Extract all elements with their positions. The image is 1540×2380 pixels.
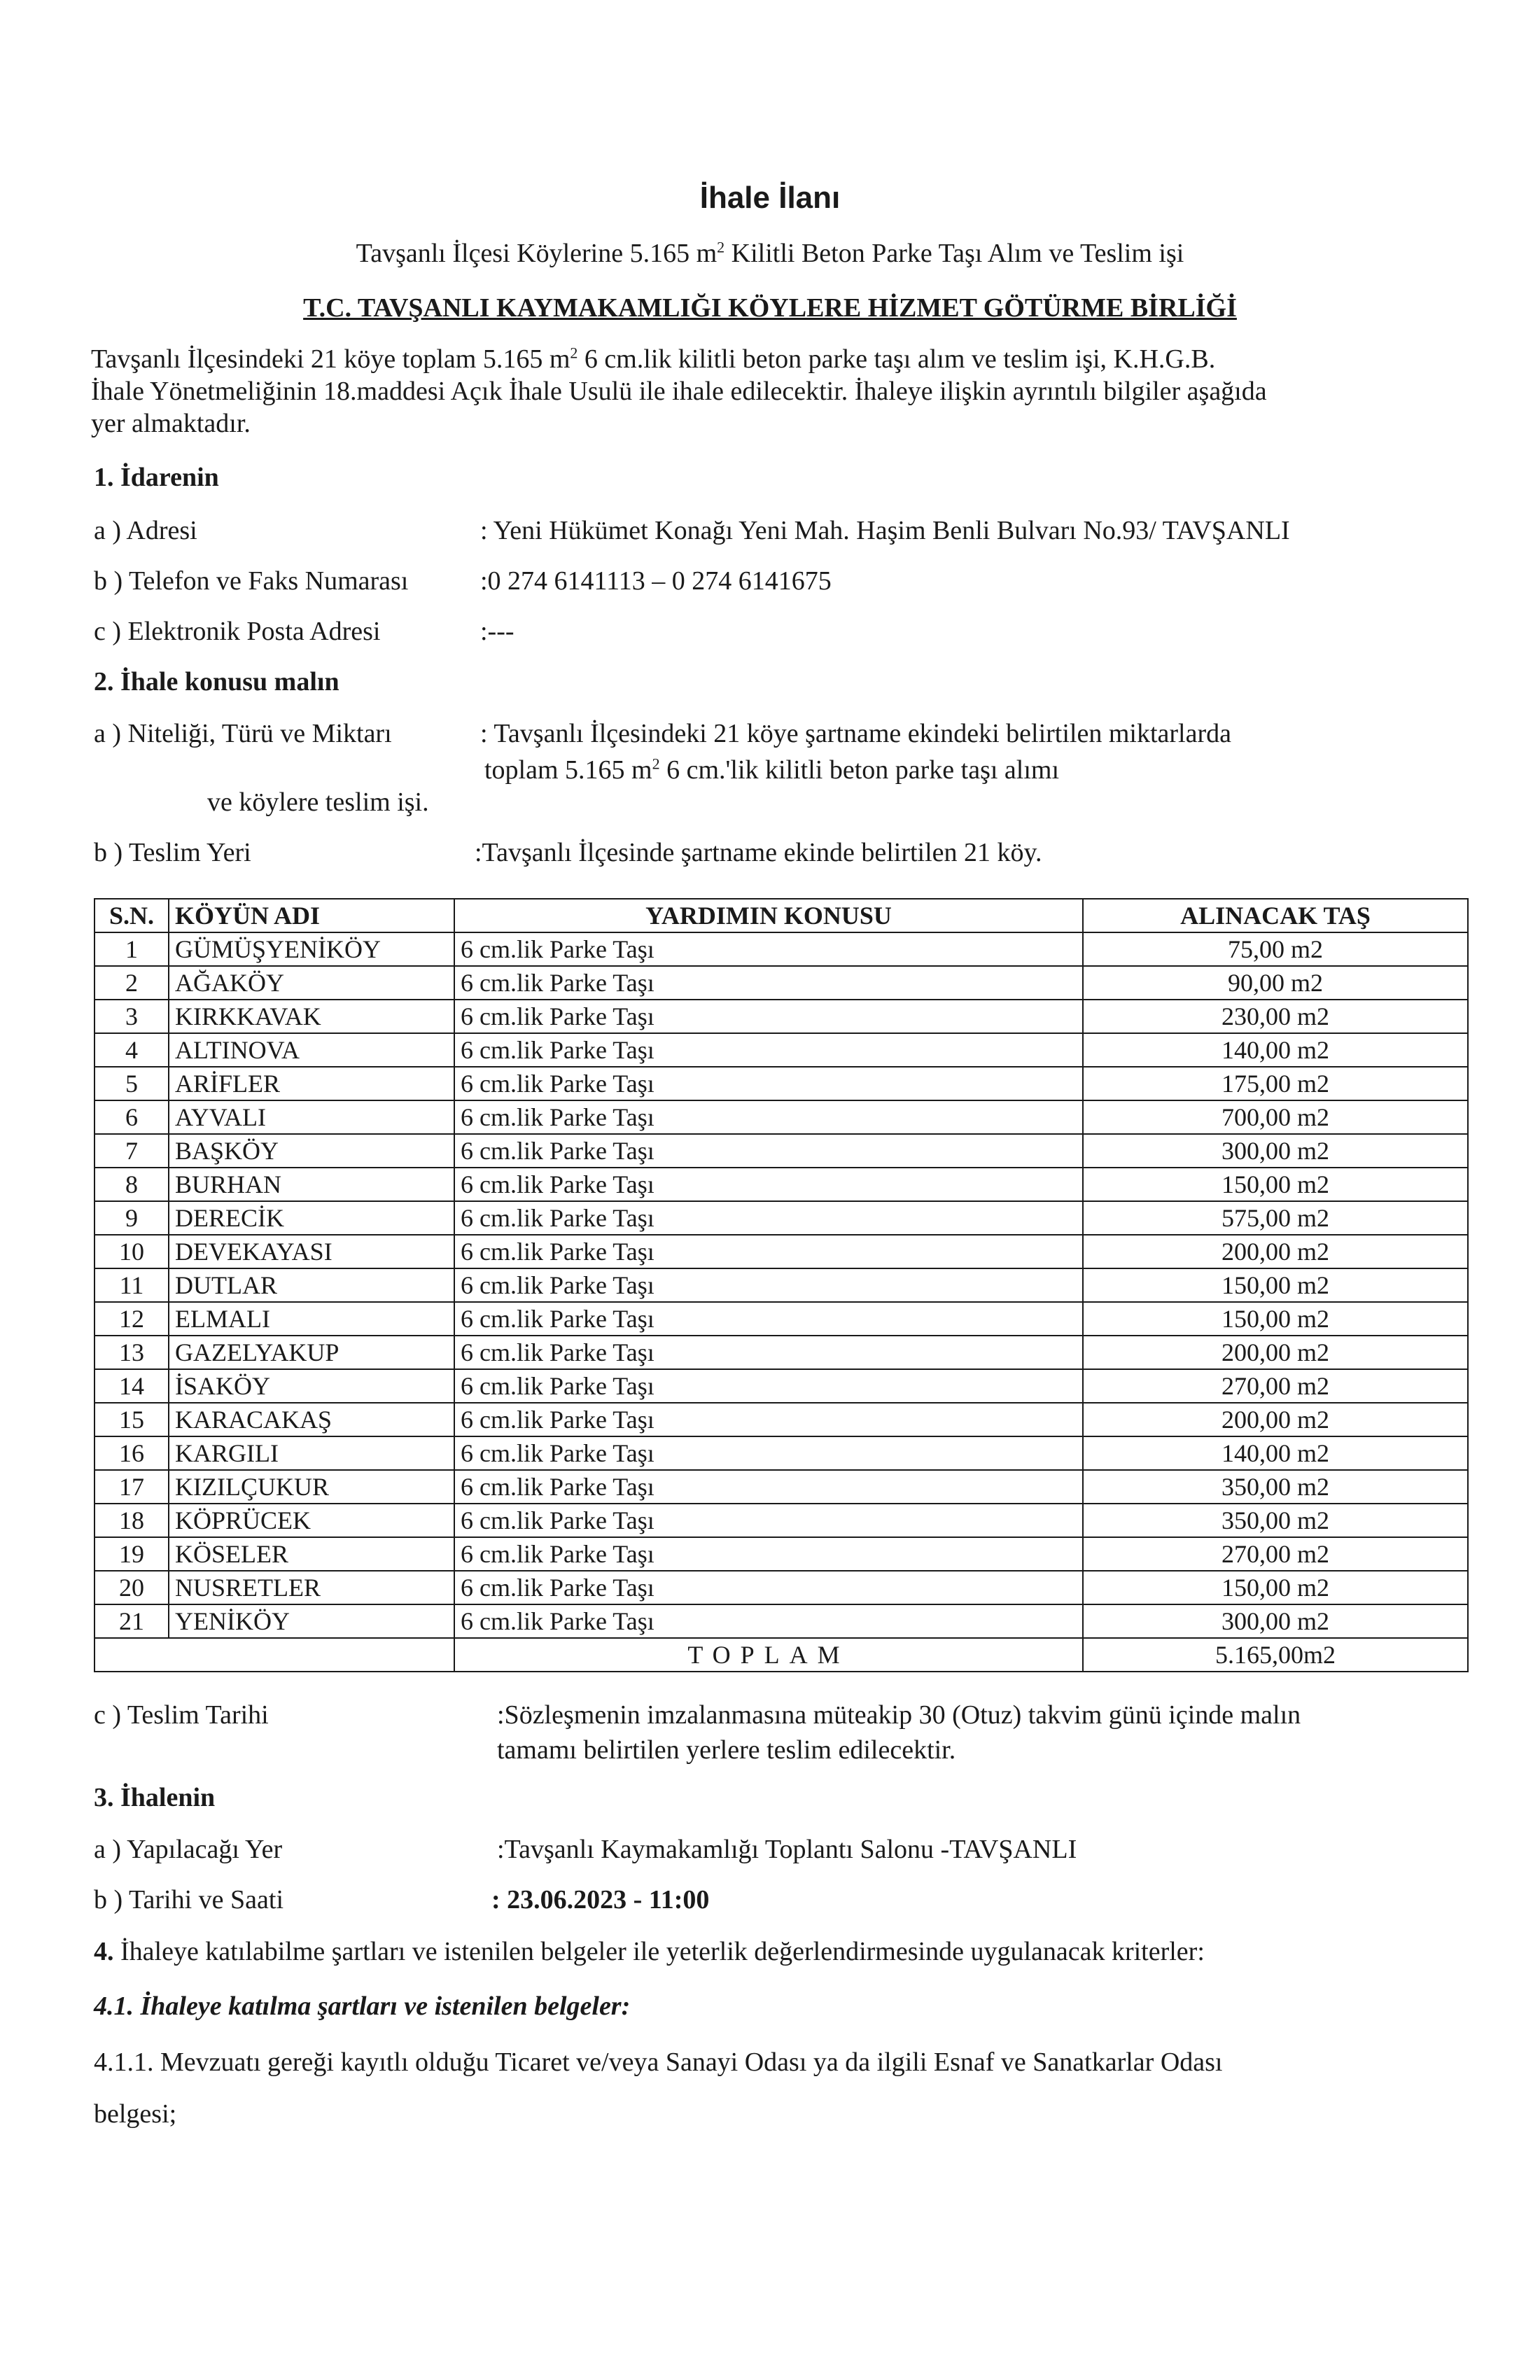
table-row bbox=[94, 1537, 1468, 1571]
row-sn: 13 bbox=[94, 1336, 169, 1369]
subtitle-text-pre: Tavşanlı İlçesi Köylerine 5.165 m bbox=[356, 239, 718, 268]
row-amount: 150,00 m2 bbox=[1083, 1268, 1468, 1302]
row-village: İSAKÖY bbox=[169, 1369, 454, 1403]
table-row bbox=[94, 1302, 1468, 1336]
section-1-heading: 1. İdarenin bbox=[94, 463, 219, 492]
row-village: ARİFLER bbox=[169, 1067, 454, 1100]
row-village: KÖPRÜCEK bbox=[169, 1504, 454, 1537]
section-4-1-1-line-2: belgesi; bbox=[94, 2099, 177, 2129]
row-sn: 8 bbox=[94, 1168, 169, 1201]
intro-line-1 bbox=[91, 343, 1456, 375]
row-sn: 1 bbox=[94, 932, 169, 966]
row-sn: 18 bbox=[94, 1504, 169, 1537]
row-amount: 700,00 m2 bbox=[1083, 1100, 1468, 1134]
row-sn: 16 bbox=[94, 1436, 169, 1470]
section-2-a-value-2-pre: toplam 5.165 m bbox=[484, 755, 652, 785]
subtitle bbox=[0, 238, 1540, 269]
section-2-c-value-2: tamamı belirtilen yerlere teslim edilecektir. bbox=[497, 1735, 956, 1765]
row-village: GAZELYAKUP bbox=[169, 1336, 454, 1369]
intro-paragraph bbox=[91, 343, 1456, 440]
row-amount: 200,00 m2 bbox=[1083, 1403, 1468, 1436]
row-amount: 575,00 m2 bbox=[1083, 1201, 1468, 1235]
row-subject: 6 cm.lik Parke Taşı bbox=[454, 1235, 1083, 1268]
row-village: ELMALI bbox=[169, 1302, 454, 1336]
section-3-heading: 3. İhalenin bbox=[94, 1783, 216, 1812]
table-total-row bbox=[94, 1638, 1468, 1672]
row-subject: 6 cm.lik Parke Taşı bbox=[454, 1403, 1083, 1436]
section-1-b-label: b ) Telefon ve Faks Numarası bbox=[94, 566, 409, 596]
row-sn: 14 bbox=[94, 1369, 169, 1403]
row-village: AĞAKÖY bbox=[169, 966, 454, 1000]
row-amount: 150,00 m2 bbox=[1083, 1168, 1468, 1201]
row-subject: 6 cm.lik Parke Taşı bbox=[454, 966, 1083, 1000]
table-row bbox=[94, 1100, 1468, 1134]
row-subject: 6 cm.lik Parke Taşı bbox=[454, 1537, 1083, 1571]
row-amount: 230,00 m2 bbox=[1083, 1000, 1468, 1033]
section-1-a-label: a ) Adresi bbox=[94, 516, 197, 545]
village-table bbox=[94, 898, 1469, 1672]
intro-line-3: yer almaktadır. bbox=[91, 409, 251, 438]
row-subject: 6 cm.lik Parke Taşı bbox=[454, 1000, 1083, 1033]
table-row bbox=[94, 1235, 1468, 1268]
row-amount: 200,00 m2 bbox=[1083, 1336, 1468, 1369]
intro-line-1-post: 6 cm.lik kilitli beton parke taşı alım ve teslim işi, K.H.G.B. bbox=[578, 344, 1216, 374]
section-2-a-value-2-sup: 2 bbox=[652, 755, 660, 773]
row-subject: 6 cm.lik Parke Taşı bbox=[454, 1168, 1083, 1201]
section-1-c-label: c ) Elektronik Posta Adresi bbox=[94, 617, 381, 646]
total-empty-cell bbox=[94, 1638, 454, 1672]
row-subject: 6 cm.lik Parke Taşı bbox=[454, 1571, 1083, 1604]
table-row bbox=[94, 1336, 1468, 1369]
header-amount: ALINACAK TAŞ bbox=[1083, 899, 1468, 932]
table-body bbox=[94, 932, 1468, 1638]
row-subject: 6 cm.lik Parke Taşı bbox=[454, 1436, 1083, 1470]
row-subject: 6 cm.lik Parke Taşı bbox=[454, 1134, 1083, 1168]
organization-name-text: T.C. TAVŞANLI KAYMAKAMLIĞI KÖYLERE HİZMET GÖTÜRME BİRLİĞİ bbox=[303, 293, 1237, 323]
section-2-b-label: b ) Teslim Yeri bbox=[94, 838, 251, 867]
section-3-b-value: : 23.06.2023 - 11:00 bbox=[491, 1885, 710, 1914]
row-village: DERECİK bbox=[169, 1201, 454, 1235]
section-4-line bbox=[94, 1936, 1205, 1967]
section-1-a-value: : Yeni Hükümet Konağı Yeni Mah. Haşim Benli Bulvarı No.93/ TAVŞANLI bbox=[480, 516, 1290, 545]
subtitle-text-post: Kilitli Beton Parke Taşı Alım ve Teslim işi bbox=[724, 239, 1184, 268]
table-row bbox=[94, 1067, 1468, 1100]
row-village: KARACAKAŞ bbox=[169, 1403, 454, 1436]
section-2-c-value-1: :Sözleşmenin imzalanmasına müteakip 30 (Otuz) takvim günü içinde malın bbox=[497, 1700, 1301, 1730]
row-amount: 200,00 m2 bbox=[1083, 1235, 1468, 1268]
table-row bbox=[94, 966, 1468, 1000]
section-2-a-value-2-post: 6 cm.'lik kilitli beton parke taşı alımı bbox=[659, 755, 1060, 785]
row-sn: 3 bbox=[94, 1000, 169, 1033]
section-2-b-value: :Tavşanlı İlçesinde şartname ekinde belirtilen 21 köy. bbox=[475, 838, 1042, 867]
section-1-b-value: :0 274 6141113 – 0 274 6141675 bbox=[480, 566, 832, 596]
section-4-number: 4. bbox=[94, 1937, 114, 1966]
table-row bbox=[94, 1134, 1468, 1168]
row-village: ALTINOVA bbox=[169, 1033, 454, 1067]
section-2-a-value-2 bbox=[484, 755, 1059, 785]
row-amount: 300,00 m2 bbox=[1083, 1134, 1468, 1168]
row-amount: 150,00 m2 bbox=[1083, 1302, 1468, 1336]
row-subject: 6 cm.lik Parke Taşı bbox=[454, 1302, 1083, 1336]
total-value: 5.165,00m2 bbox=[1083, 1638, 1468, 1672]
section-2-c-label: c ) Teslim Tarihi bbox=[94, 1700, 269, 1730]
row-village: NUSRETLER bbox=[169, 1571, 454, 1604]
table-row bbox=[94, 1000, 1468, 1033]
row-sn: 6 bbox=[94, 1100, 169, 1134]
row-sn: 20 bbox=[94, 1571, 169, 1604]
table-row bbox=[94, 1504, 1468, 1537]
header-subject: YARDIMIN KONUSU bbox=[454, 899, 1083, 932]
row-subject: 6 cm.lik Parke Taşı bbox=[454, 1470, 1083, 1504]
table-row bbox=[94, 1604, 1468, 1638]
row-subject: 6 cm.lik Parke Taşı bbox=[454, 1268, 1083, 1302]
row-village: KÖSELER bbox=[169, 1537, 454, 1571]
row-amount: 350,00 m2 bbox=[1083, 1470, 1468, 1504]
row-amount: 270,00 m2 bbox=[1083, 1369, 1468, 1403]
row-village: AYVALI bbox=[169, 1100, 454, 1134]
row-village: BAŞKÖY bbox=[169, 1134, 454, 1168]
row-subject: 6 cm.lik Parke Taşı bbox=[454, 1067, 1083, 1100]
section-3-b-label: b ) Tarihi ve Saati bbox=[94, 1885, 284, 1914]
table-header-row bbox=[94, 899, 1468, 932]
row-amount: 140,00 m2 bbox=[1083, 1436, 1468, 1470]
header-sn: S.N. bbox=[94, 899, 169, 932]
row-sn: 7 bbox=[94, 1134, 169, 1168]
intro-line-1-pre: Tavşanlı İlçesindeki 21 köye toplam 5.165 m bbox=[91, 344, 570, 374]
row-subject: 6 cm.lik Parke Taşı bbox=[454, 1604, 1083, 1638]
table-row bbox=[94, 1403, 1468, 1436]
section-3-a-label: a ) Yapılacağı Yer bbox=[94, 1835, 283, 1864]
row-subject: 6 cm.lik Parke Taşı bbox=[454, 1504, 1083, 1537]
row-subject: 6 cm.lik Parke Taşı bbox=[454, 1369, 1083, 1403]
section-2-heading: 2. İhale konusu malın bbox=[94, 667, 340, 696]
row-sn: 17 bbox=[94, 1470, 169, 1504]
row-village: BURHAN bbox=[169, 1168, 454, 1201]
table-row bbox=[94, 1168, 1468, 1201]
row-village: YENİKÖY bbox=[169, 1604, 454, 1638]
section-4-1-heading: 4.1. İhaleye katılma şartları ve istenilen belgeler: bbox=[94, 1991, 631, 2021]
row-sn: 11 bbox=[94, 1268, 169, 1302]
table-row bbox=[94, 1201, 1468, 1235]
row-village: KARGILI bbox=[169, 1436, 454, 1470]
row-amount: 150,00 m2 bbox=[1083, 1571, 1468, 1604]
row-sn: 19 bbox=[94, 1537, 169, 1571]
row-sn: 21 bbox=[94, 1604, 169, 1638]
row-sn: 12 bbox=[94, 1302, 169, 1336]
section-1-c-value: :--- bbox=[480, 617, 514, 646]
subtitle-sup: 2 bbox=[717, 238, 725, 256]
row-village: GÜMÜŞYENİKÖY bbox=[169, 932, 454, 966]
section-2-a-label: a ) Niteliği, Türü ve Miktarı bbox=[94, 719, 392, 748]
row-sn: 10 bbox=[94, 1235, 169, 1268]
row-subject: 6 cm.lik Parke Taşı bbox=[454, 1201, 1083, 1235]
row-subject: 6 cm.lik Parke Taşı bbox=[454, 1336, 1083, 1369]
intro-line-1-sup: 2 bbox=[570, 344, 578, 362]
total-label: TOPLAM bbox=[454, 1638, 1083, 1672]
section-2-a-value-1: : Tavşanlı İlçesindeki 21 köye şartname ekindeki belirtilen miktarlarda bbox=[480, 719, 1231, 748]
row-amount: 270,00 m2 bbox=[1083, 1537, 1468, 1571]
section-4-text: İhaleye katılabilme şartları ve istenilen belgeler ile yeterlik değerlendirmesinde uygulanacak kriterler: bbox=[113, 1937, 1205, 1966]
table-row bbox=[94, 1436, 1468, 1470]
table-row bbox=[94, 1033, 1468, 1067]
row-sn: 15 bbox=[94, 1403, 169, 1436]
table-row bbox=[94, 1268, 1468, 1302]
row-amount: 75,00 m2 bbox=[1083, 932, 1468, 966]
table-row bbox=[94, 1369, 1468, 1403]
row-amount: 140,00 m2 bbox=[1083, 1033, 1468, 1067]
row-subject: 6 cm.lik Parke Taşı bbox=[454, 1100, 1083, 1134]
organization-name bbox=[0, 293, 1540, 323]
section-2-a-label-cont: ve köylere teslim işi. bbox=[207, 788, 429, 817]
table-row bbox=[94, 932, 1468, 966]
row-village: KIZILÇUKUR bbox=[169, 1470, 454, 1504]
row-subject: 6 cm.lik Parke Taşı bbox=[454, 932, 1083, 966]
row-sn: 2 bbox=[94, 966, 169, 1000]
table-row bbox=[94, 1571, 1468, 1604]
row-village: DUTLAR bbox=[169, 1268, 454, 1302]
row-amount: 175,00 m2 bbox=[1083, 1067, 1468, 1100]
header-village: KÖYÜN ADI bbox=[169, 899, 454, 932]
row-sn: 4 bbox=[94, 1033, 169, 1067]
row-sn: 5 bbox=[94, 1067, 169, 1100]
row-village: KIRKKAVAK bbox=[169, 1000, 454, 1033]
row-amount: 90,00 m2 bbox=[1083, 966, 1468, 1000]
row-village: DEVEKAYASI bbox=[169, 1235, 454, 1268]
intro-line-2: İhale Yönetmeliğinin 18.maddesi Açık İhale Usulü ile ihale edilecektir. İhaleye ilişkin ayrıntılı bilgiler aşağıda bbox=[91, 377, 1267, 406]
row-amount: 350,00 m2 bbox=[1083, 1504, 1468, 1537]
section-4-1-1-line-1: 4.1.1. Mevzuatı gereği kayıtlı olduğu Ticaret ve/veya Sanayi Odası ya da ilgili Esnaf ve Sanatkarlar Odası bbox=[94, 2047, 1223, 2077]
table-row bbox=[94, 1470, 1468, 1504]
row-sn: 9 bbox=[94, 1201, 169, 1235]
section-3-a-value: :Tavşanlı Kaymakamlığı Toplantı Salonu -TAVŞANLI bbox=[497, 1835, 1077, 1864]
page-title: İhale İlanı bbox=[699, 181, 841, 215]
row-subject: 6 cm.lik Parke Taşı bbox=[454, 1033, 1083, 1067]
row-amount: 300,00 m2 bbox=[1083, 1604, 1468, 1638]
